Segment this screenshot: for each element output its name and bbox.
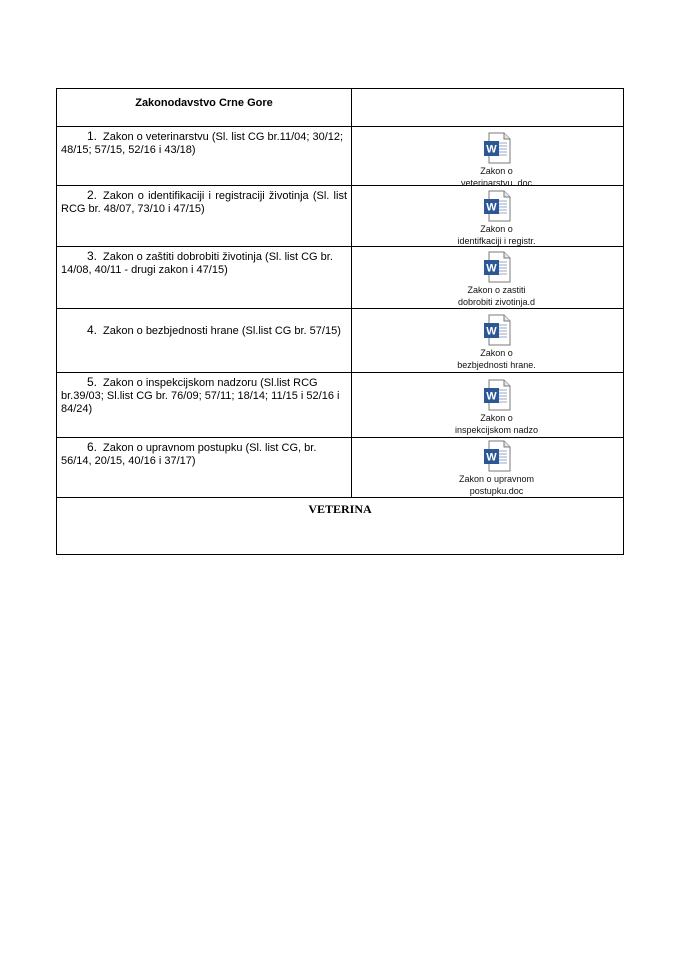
svg-text:W: W bbox=[485, 262, 497, 275]
attachment-cell bbox=[352, 438, 624, 498]
svg-text:W: W bbox=[485, 143, 497, 156]
svg-text:W: W bbox=[485, 201, 497, 214]
table-row bbox=[57, 309, 624, 373]
law-cell bbox=[57, 373, 352, 438]
table-row bbox=[57, 186, 624, 247]
law-cell bbox=[57, 247, 352, 309]
table-footer-row bbox=[57, 498, 624, 555]
attachment-label-line2: veterinarstvu .doc bbox=[460, 178, 533, 188]
table-header-row bbox=[57, 89, 624, 127]
row-number: 4. bbox=[87, 323, 98, 337]
attachment-label-line1: Zakon o bbox=[480, 348, 513, 358]
attachment-cell bbox=[352, 373, 624, 438]
law-cell bbox=[57, 127, 352, 186]
word-document-icon bbox=[482, 132, 512, 164]
row-number: 3. bbox=[87, 249, 98, 263]
word-document-icon bbox=[482, 379, 512, 411]
law-text: Zakon o upravnom postupku (Sl. list CG, br. 56/14, 20/15, 40/16 i 37/17) bbox=[61, 442, 317, 467]
attachment-cell bbox=[352, 127, 624, 186]
law-cell bbox=[57, 309, 352, 373]
word-document-icon bbox=[482, 251, 512, 283]
table-row bbox=[57, 247, 624, 309]
word-document-icon bbox=[482, 440, 512, 472]
word-document-icon bbox=[482, 314, 512, 346]
doc-attachment[interactable] bbox=[444, 314, 549, 371]
row-number: 2. bbox=[87, 188, 98, 202]
attachment-label-line1: Zakon o upravnom bbox=[458, 474, 535, 484]
attachment-label-line2: dobrobiti zivotinja.d bbox=[457, 297, 536, 307]
attachment-label-line1: Zakon o zastiti bbox=[467, 285, 526, 295]
attachment-label-line2: postupku.doc bbox=[469, 486, 524, 496]
attachment-label-line1: Zakon o bbox=[480, 166, 513, 176]
header-title: Zakonodavstvo Crne Gore bbox=[57, 89, 352, 127]
doc-attachment[interactable] bbox=[444, 379, 549, 436]
law-cell bbox=[57, 438, 352, 498]
attachment-label-line2: identifkaciji i registr. bbox=[457, 236, 536, 246]
header-empty-cell bbox=[352, 89, 624, 127]
law-text: Zakon o bezbjednosti hrane (Sl.list CG br. 57/15) bbox=[103, 325, 341, 337]
row-number: 5. bbox=[87, 375, 98, 389]
table-row bbox=[57, 373, 624, 438]
attachment-label-line1: Zakon o bbox=[480, 224, 513, 234]
doc-attachment[interactable] bbox=[444, 440, 549, 497]
svg-text:W: W bbox=[485, 390, 497, 403]
footer-title: VETERINA bbox=[57, 498, 624, 555]
legislation-table bbox=[56, 88, 624, 555]
table-row bbox=[57, 127, 624, 186]
row-number: 6. bbox=[87, 440, 98, 454]
law-text: Zakon o inspekcijskom nadzoru (Sl.list RCG br.39/03; Sl.list CG br. 76/09; 57/11; 18/14; 11/15 i 52/16 i 84/24) bbox=[61, 377, 340, 415]
law-text: Zakon o veterinarstvu (Sl. list CG br.11/04; 30/12; 48/15; 57/15, 52/16 i 43/18) bbox=[61, 131, 344, 156]
attachment-cell bbox=[352, 309, 624, 373]
law-cell bbox=[57, 186, 352, 247]
svg-text:W: W bbox=[485, 325, 497, 338]
attachment-label-line1: Zakon o bbox=[480, 413, 513, 423]
attachment-label-line2: bezbjednosti hrane. bbox=[457, 360, 536, 370]
law-text: Zakon o identifikaciji i registraciji životinja (Sl. list RCG br. 48/07, 73/10 i 47/15) bbox=[61, 190, 347, 215]
row-number: 1. bbox=[87, 129, 98, 143]
attachment-cell bbox=[352, 186, 624, 247]
word-document-icon bbox=[482, 190, 512, 222]
table-row bbox=[57, 438, 624, 498]
doc-attachment[interactable] bbox=[444, 190, 549, 247]
doc-attachment[interactable] bbox=[444, 251, 549, 308]
law-text: Zakon o zaštiti dobrobiti životinja (Sl. list CG br. 14/08, 40/11 - drugi zakon i 47/15) bbox=[61, 251, 333, 276]
attachment-label-line2: inspekcijskom nadzo bbox=[454, 425, 539, 435]
svg-text:W: W bbox=[485, 451, 497, 464]
attachment-cell bbox=[352, 247, 624, 309]
doc-attachment[interactable] bbox=[444, 132, 549, 189]
